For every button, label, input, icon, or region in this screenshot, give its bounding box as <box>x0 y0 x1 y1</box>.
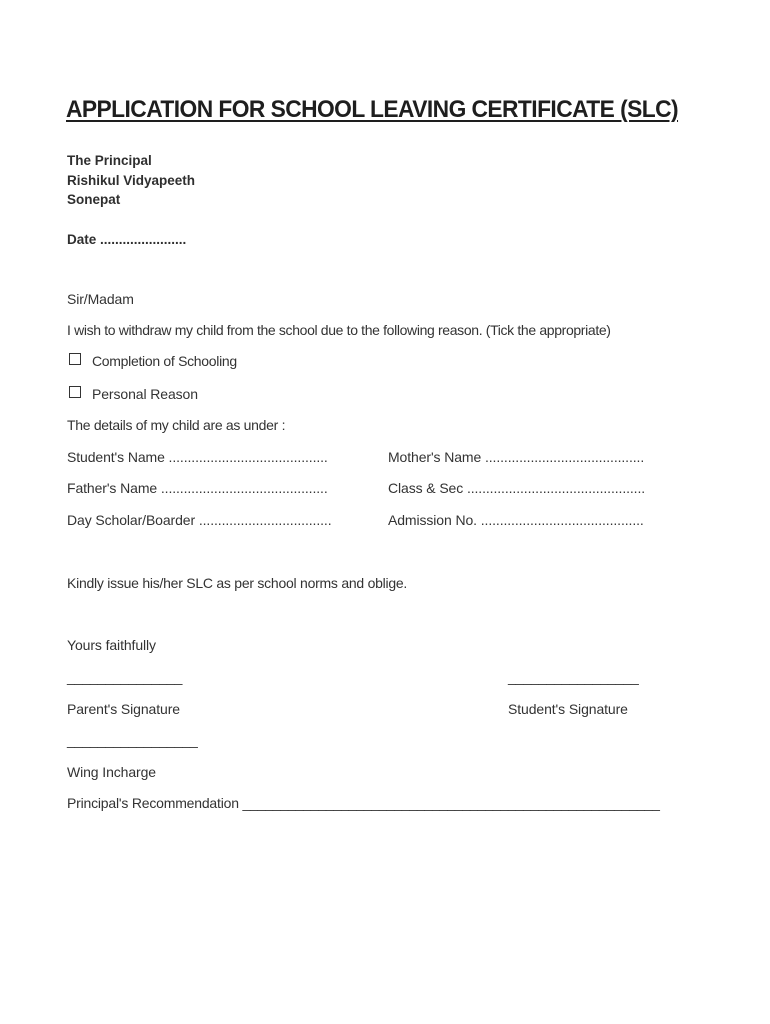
mother-name-field[interactable]: Mother's Name .......................................... <box>388 449 645 465</box>
intro-text: I wish to withdraw my child from the school due to the following reason. (Tick the appropriate) <box>67 322 611 338</box>
admission-no-field[interactable]: Admission No. ........................................... <box>388 512 644 528</box>
completion-checkbox[interactable] <box>69 353 81 365</box>
day-scholar-field[interactable]: Day Scholar/Boarder ................................... <box>67 512 332 528</box>
date-field[interactable]: Date ....................... <box>67 232 187 247</box>
address-line-2: Rishikul Vidyapeeth <box>67 173 196 188</box>
student-signature-line[interactable]: _________________ <box>508 669 639 685</box>
closing-text: Yours faithfully <box>67 637 156 653</box>
wing-incharge-label: Wing Incharge <box>67 764 156 780</box>
address-line-1: The Principal <box>67 153 152 168</box>
document-title: APPLICATION FOR SCHOOL LEAVING CERTIFICATE (SLC) <box>66 96 679 123</box>
reason-completion-label: Completion of Schooling <box>92 353 237 369</box>
personal-reason-checkbox[interactable] <box>69 386 81 398</box>
address-line-3: Sonepat <box>67 192 121 207</box>
parent-signature-line[interactable]: _______________ <box>67 669 183 685</box>
student-signature-label: Student's Signature <box>508 701 628 717</box>
class-sec-field[interactable]: Class & Sec ............................................... <box>388 480 646 496</box>
wing-incharge-line[interactable]: _________________ <box>67 732 198 748</box>
reason-personal-label: Personal Reason <box>92 386 198 402</box>
parent-signature-label: Parent's Signature <box>67 701 180 717</box>
father-name-field[interactable]: Father's Name ............................................ <box>67 480 328 496</box>
principal-recommendation-field[interactable]: Principal's Recommendation _______________________________________________________ <box>67 795 660 811</box>
student-name-field[interactable]: Student's Name .......................................... <box>67 449 328 465</box>
request-text: Kindly issue his/her SLC as per school norms and oblige. <box>67 575 408 591</box>
salutation: Sir/Madam <box>67 291 134 307</box>
details-intro: The details of my child are as under : <box>67 417 286 433</box>
